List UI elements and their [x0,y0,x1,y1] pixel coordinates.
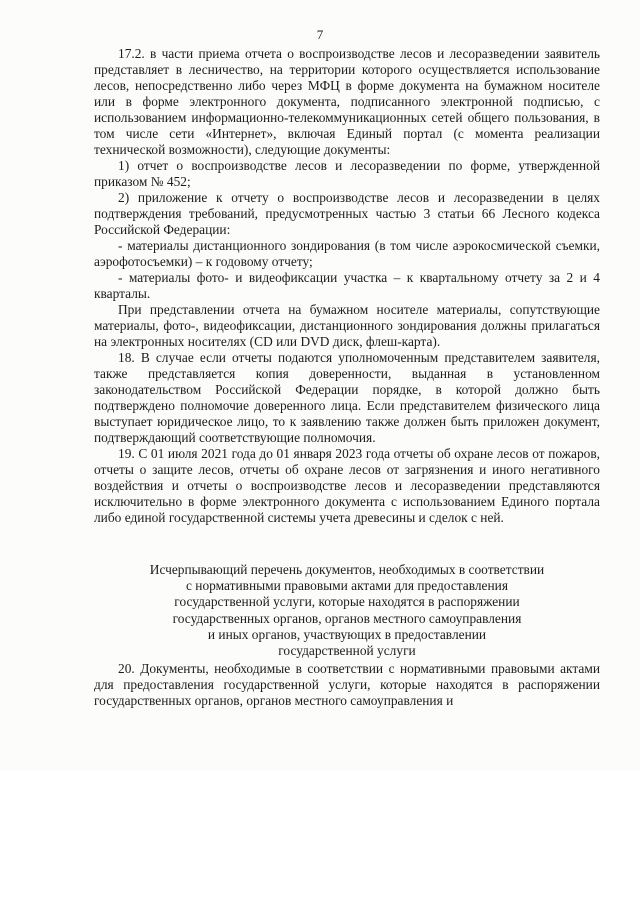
heading-line: с нормативными правовыми актами для предоставления [185,578,508,594]
heading-line: Исчерпывающий перечень документов, необходимых в соответствии [149,562,545,577]
section-20 [94,661,600,709]
page-number: 7 [316,27,324,42]
paragraph-17-2: 17.2. в части приема отчета о воспроизводстве лесов и лесоразведении заявитель представляет в лесничество, на территории которого осуществляется использование лесов, непосредственно либо через МФЦ в форме документа на бумажном носителе или в форме электронного документа, подписанного электронной подписью, с использованием информационно-телекоммуникационных сетей общего пользования, в том числе сети «Интернет», включая Единый портал (с момента реализации технической возможности), следующие документы: [94,46,600,157]
paragraph-19: 19. С 01 июля 2021 года до 01 января 2023 года отчеты об охране лесов от пожаров, отчеты о защите лесов, отчеты об охране лесов от загрязнения и иного негативного воздействия и отчеты о воспроизводстве лесов и лесоразведении представляются исключительно в форме электронного документа с использованием Единого портала либо единой государственной системы учета древесины и сделок с ней. [94,446,600,525]
paragraph-20: 20. Документы, необходимые в соответствии с нормативными правовыми актами для предоставления государственной услуги, которые находятся в распоряжении государственных органов, органов местного самоуправления и [94,661,600,708]
heading-line: государственных органов, органов местного самоуправления [172,610,522,626]
dash-item-remote-sensing: - материалы дистанционного зондирования (в том числе аэрокосмической съемки, аэрофотосъемки) – к годовому отчету; [94,238,600,269]
heading-line: и иных органов, участвующих в предоставлении [207,626,487,642]
list-item-2: 2) приложение к отчету о воспроизводстве лесов и лесоразведении в целях подтверждения требований, предусмотренных частью 3 статьи 66 Лесного кодекса Российской Федерации: [94,190,600,237]
paragraph-18: 18. В случае если отчеты подаются уполномоченным представителем заявителя, также представляется копия доверенности, выданная в установленном законодательством Российской Федерации порядке, в которой должно быть подтверждено полномочие доверенного лица. Если представителем физического лица выступает юридическое лицо, то к заявлению также должен быть приложен документ, подтверждающий соответствующие полномочия. [94,350,600,445]
dash-item-photo-video: - материалы фото- и видеофиксации участка – к квартальному отчету за 2 и 4 кварталы. [94,270,600,301]
paragraph-paper-note: При представлении отчета на бумажном носителе материалы, сопутствующие материалы, фото-, видеофиксации, дистанционного зондирования должны прилагаться на электронных носителях (CD или DVD диск, флеш-карта). [94,302,600,349]
section-17-2 [94,46,600,526]
section-heading [94,562,600,659]
heading-line: государственной услуги, которые находятся в распоряжении [174,594,520,610]
list-item-1: 1) отчет о воспроизводстве лесов и лесоразведении по форме, утвержденной приказом № 452; [94,158,600,189]
heading-line: государственной услуги [278,643,416,659]
